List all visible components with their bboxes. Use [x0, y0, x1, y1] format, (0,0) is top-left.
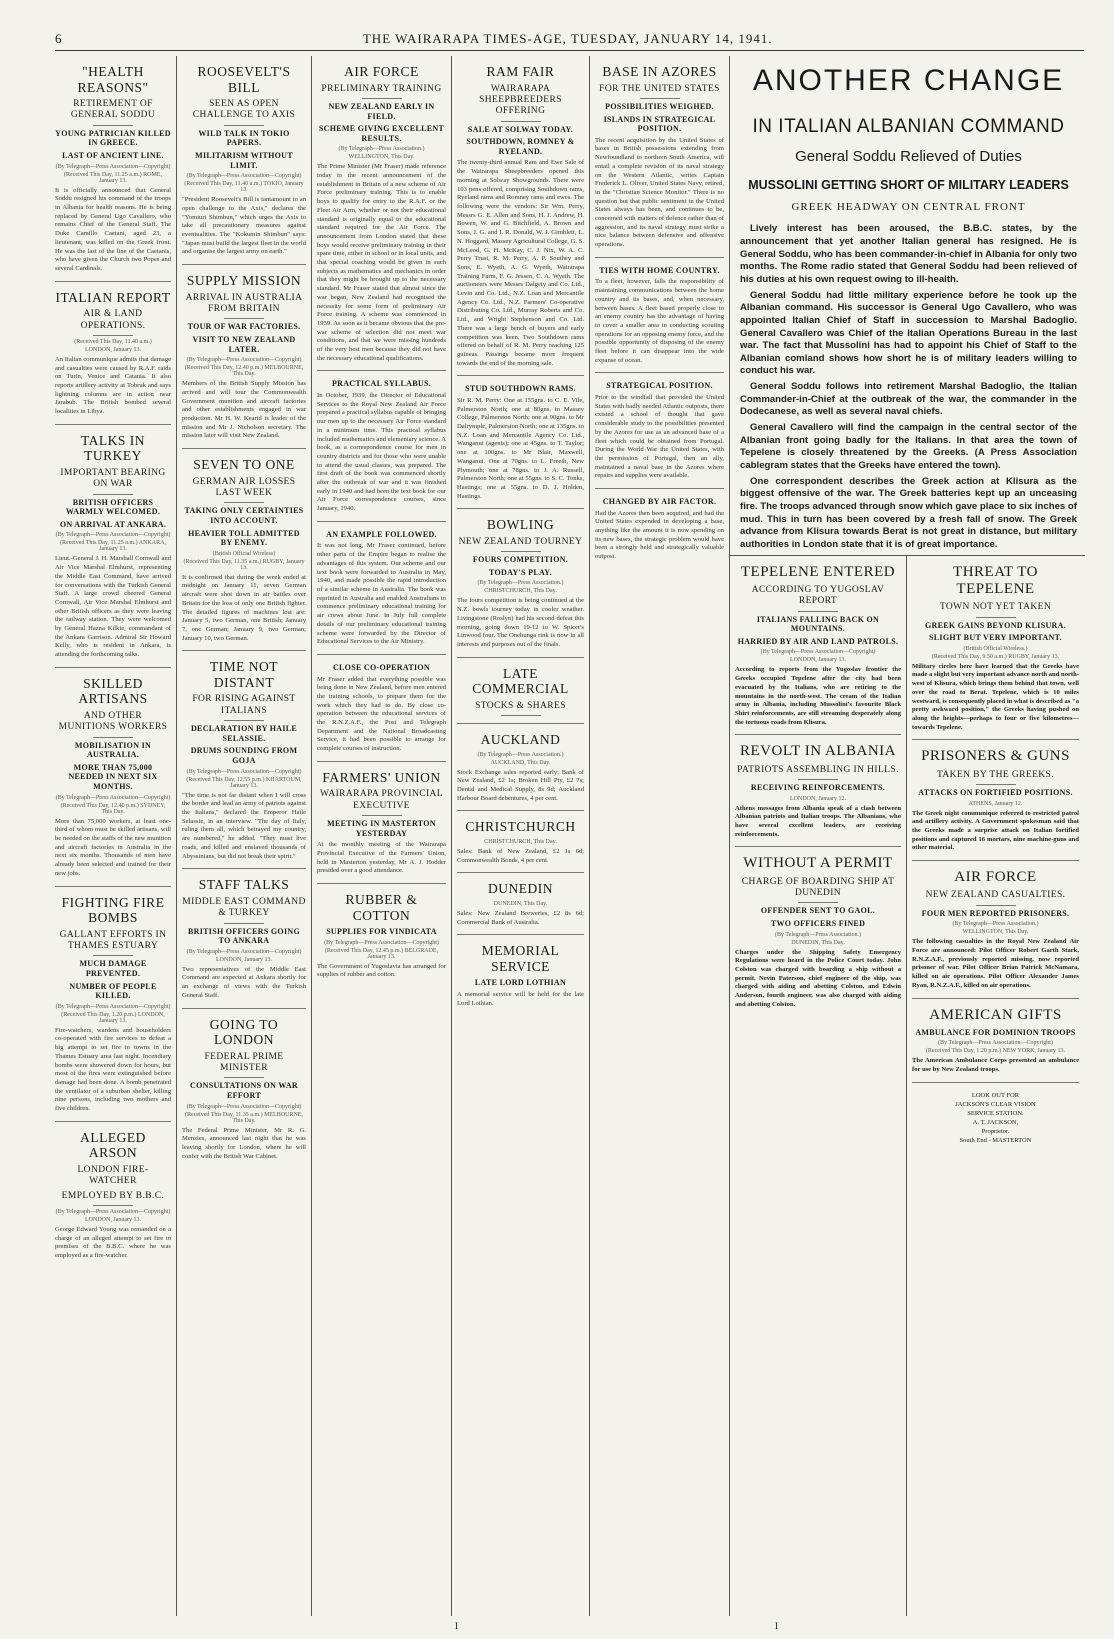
article-subdeck: SALE AT SOLWAY TODAY. — [467, 124, 574, 134]
article-dateline: DUNEDIN, This Day. — [791, 939, 845, 946]
article-body: In October, 1939, the Director of Educational Services to the Royal New Zealand Air Force prepared a practical syllabus capable of bringing our men up to the necessary Air Force standard in a minimum time. This practical syllabus included mathematics and elementary science. A book, as a correspondence course for men in country districts and for those who were unable to attend the usual classes, was prepared. The first draft of the book was commenced shortly after the outbreak of war and it was finished early in 1940 and had been the text book for our Air Force correspondence courses, since January, 1940. — [317, 392, 446, 513]
lead-paragraph: General Soddu follows into retirement Marshal Badoglio, the Italian Commander-in-Chief at the outbreak of the war, the commander in the Dodecanese, as well as several naval chiefs. — [740, 381, 1077, 418]
article-headline: PRISONERS & GUNS — [921, 748, 1070, 765]
article-dateline: LONDON, January 13. — [85, 346, 141, 353]
article-subdeck: STUD SOUTHDOWN RAMS. — [465, 384, 576, 394]
advert-line: A. T. JACKSON, — [972, 1119, 1019, 1127]
article-dateline: (Received This Day, 11.35 a.m.) RUGBY, January 13. — [183, 558, 305, 571]
advert-line: LOOK OUT FOR — [971, 1091, 1020, 1099]
article-credit: (By Telegraph—Press Association.) — [338, 146, 425, 153]
lead-deck-3: MUSSOLINI GETTING SHORT OF MILITARY LEADERS — [748, 178, 1069, 192]
article-subdeck: SLIGHT BUT VERY IMPORTANT. — [929, 633, 1062, 643]
divider — [224, 923, 264, 924]
divider — [501, 121, 541, 122]
article — [457, 732, 584, 811]
article-headline: SEVEN TO ONE — [193, 457, 295, 473]
article-body: According to reports from the Yugoslav frontier the Greeks occupied Tepelene after the city had been evacuated by the Italians, who are retiring to the mountains in the north-west. The cream of the Italian army in Albania, including Mussolini's favourite Black Shirt reinforcements, are still streaming desperately along the tortuous roads from Klisura. — [735, 666, 901, 726]
article-credit: (By Telegraph—Press Association.) — [775, 931, 861, 938]
lead-paragraph: Lively interest has been aroused, the B.B.C. states, by the announcement that yet another Italian general has resigned. He is General Soddu, who has been commander-in-chief in Albania for only two months. The Rome radio stated that General Soddu had been relieved of his duties at his own request owing to ill-health. — [740, 223, 1077, 285]
article-subdeck: BRITISH OFFICERS WARMLY WELCOMED. — [65, 497, 161, 517]
article-credit: (Received This Day, 11.40 a.m.) — [74, 338, 152, 345]
article-headline: ALLEGED ARSON — [80, 1129, 146, 1161]
article — [457, 666, 584, 724]
article-dateline: LONDON, January 13. — [790, 657, 846, 664]
article-headline: WITHOUT A PERMIT — [743, 855, 893, 872]
article-subdeck: OFFENDER SENT TO GAOL. — [760, 906, 876, 916]
column-4 — [452, 56, 590, 1616]
article-deck: GERMAN AIR LOSSES LAST WEEK — [192, 476, 296, 499]
article-deck: ACCORDING TO YUGOSLAV REPORT — [751, 584, 885, 607]
article-headline: BOWLING — [486, 517, 555, 533]
article — [457, 819, 584, 873]
divider — [224, 125, 264, 126]
article-headline: BASE IN AZORES — [602, 64, 717, 79]
article-deck: TOWN NOT YET TAKEN — [939, 602, 1052, 613]
article-body: The twenty-third annual Ram and Ewe Sale of the Wairarapa Sheepbreeders opened this morning at Solway Showgrounds. There were 103 pens offered, comprising Southdown rams, Ryeland rams and Romney rams and ewes. The following were the vendors: Sir Wm. Perry, Messrs G. E. Allen and Sons, H. J. Andrew, H. Bowen, W. and G. Bitchfield, A. Brown and Sons, J. G. and I. R. Donald, W. J. Gimblett, L. N. Hoggard, Massey Agricultural College, G. S. McLeod, G. H. McKay, C. J. Nix, W. A. C. Perry Trust, R. M. Perry, A. P. Southey and Sons, E. Wyeth, A. G. Wyeth, Wairarapa Training Farm, F. G. Jessen, C. A. Wyeth. The auctioneers were Messrs Dalgety and Co. Ltd., Levin and Co. Ltd., N.Z. Loan and Mercantile Agency Co. Ltd., N.Z. Farmers' Co-operative Distributing Co. Ltd., Murray Roberts and Co. Ltd., and Wright Stephenson and Co. Ltd. There was a large bench of buyers and early competition was keen. Two Southdown rams offered on behalf of R. M. Perry reaching 125 guineas. Passings became more frequent towards the end of the morning sale. — [457, 159, 584, 367]
article-headline: RAM FAIR — [486, 64, 555, 79]
lead-headline: ANOTHER CHANGE — [752, 64, 1065, 97]
article-subdeck: TWO OFFICERS FINED — [770, 919, 866, 929]
article-dateline: CHRISTCHURCH, This Day. — [484, 838, 557, 845]
article-dateline: CHRISTCHURCH, This Day. — [484, 588, 557, 595]
divider — [224, 318, 264, 319]
article-subdeck: MEETING IN MASTERTON YESTERDAY — [327, 819, 436, 838]
article-dateline: AUCKLAND, This Day. — [490, 759, 551, 766]
article-deck: PRELIMINARY TRAINING — [321, 83, 442, 94]
article-subdeck: LAST OF ANCIENT LINE. — [62, 151, 164, 160]
article-subdeck: AN EXAMPLE FOLLOWED. — [326, 529, 437, 539]
article-subdeck: PRACTICAL SYLLABUS. — [331, 379, 432, 389]
article-dateline: (Received This Day, 12.55 p.m.) KHARTOUM, January 13. — [186, 776, 302, 789]
article-credit: (British Official Wireless.) — [963, 645, 1028, 652]
article-dateline: (Received This Day, 1.20 p.m.) NEW YORK, January 13. — [925, 1048, 1066, 1055]
article-subdeck: DRUMS SOUNDING FROM GOJA — [190, 746, 298, 765]
article-deck: MIDDLE EAST COMMAND & TURKEY — [182, 896, 306, 919]
article-dateline: (Received This Day, 11.25 a.m.) ANKARA, January 13. — [60, 540, 166, 553]
article-subdeck: ATTACKS ON FORTIFIED POSITIONS. — [918, 788, 1073, 797]
article — [595, 64, 724, 258]
article — [735, 564, 901, 736]
page-mark: I — [775, 1621, 778, 1631]
article-dateline: (Received This Day, 11.35 a.m.) MELBOURNE, This Day. — [185, 1111, 303, 1124]
article — [55, 895, 171, 1122]
article-deck: STOCKS & SHARES — [475, 700, 566, 711]
column-3 — [312, 56, 452, 1616]
article-subdeck: MOBILISATION IN AUSTRALIA. — [74, 740, 152, 760]
article-credit: (By Telegraph—Press Association—Copyright) — [55, 163, 171, 170]
lead-paragraph: General Soddu had little military experience before he took up the Albanian command. His successor is General Ugo Cavallero, who was appointed Italian Chief of Staff in succession to Marshal Badoglio. General Cavallero was Chief of the Italian Operations Bureau in the last war. The fact that Mussolini has had to appoint his Chief of Staff to the Albanian comland shows how short he is of military leaders willing to conduct his war. — [740, 289, 1077, 377]
article-body: Had the Azores then been acquired, and had the United States expended in developing a base, anything like the amount it is now spending on its new bases, the strategic problem would have been a strongly held and strategically valuable outpost. — [595, 509, 724, 561]
article-headline: AMERICAN GIFTS — [929, 1006, 1062, 1023]
article — [317, 892, 446, 987]
article-subdeck: MORE THAN 75,000 NEEDED IN NEXT SIX MONTHS. — [68, 762, 158, 792]
article-body: To a fleet, however, falls the responsibility of maintaining communications between the home country and its bases, and, when necessary, between bases. A fleet based properly close to an enemy country has the advantage of having to cover a smaller area in conducting scouting operations for an opposing enemy force, and the possible opportunity of disposing of the enemy fleet before it can disappear into the wide expanse of ocean. — [595, 278, 724, 364]
article-body: Charges under the Shipping Safety Emergency Regulations were heard in the Police Court today. John Colston was charged with boarding a ship without a permit. Nevin Paterson, chief engineer of the ship, was charged with aiding and abetting Colston, and Edwin Anderson, fourth engineer, was also charged with aiding and abetting Colston. — [735, 948, 901, 1008]
article-subdeck: MUCH DAMAGE PREVENTED. — [79, 959, 147, 978]
article-body: The following casualties in the Royal New Zealand Air Force are announced: Pilot Officer Robert Garth Stark, R.N.Z.A.F., previously reported missing, now reported prisoner of war. Pilot Officer Brian Patrick McNamara, killed on air operations. Pilot Officer Alexander James Ryan, R.N.Z.A.F., killed on air operations. — [912, 938, 1079, 989]
article — [182, 1017, 306, 1169]
article — [317, 530, 446, 655]
article-dateline: LONDON, January 13. — [216, 956, 272, 963]
article-subdeck: BRITISH OFFICERS GOING TO ANKARA — [188, 926, 300, 946]
article-credit: (By Telegraph—Press Association—Copyright) — [55, 532, 171, 539]
article-headline: SKILLED ARTISANS — [78, 675, 148, 707]
article-deck: GALLANT EFFORTS IN THAMES ESTUARY — [59, 929, 167, 951]
article-body: Stock Exchange sales reported early: Bank of New Zealand, £2 1s; Broken Hill Pty, £2 7s; Dental and Medical Supply, 8s 9d; Auckland Harbour Board debentures, 4 per cent. — [457, 768, 584, 802]
article-headline: AUCKLAND — [480, 732, 561, 748]
article-headline: FARMERS' UNION — [322, 769, 441, 785]
advert-line: South End - MASTERTON — [959, 1137, 1032, 1145]
article — [55, 676, 171, 887]
article-dateline: WELLINGTON, This Day. — [348, 154, 415, 161]
article-body: The Government of Yugoslavia has arranged for supplies of rubber and cotton. — [317, 962, 446, 979]
article — [912, 564, 1079, 741]
article-dateline: DUNEDIN, This Day. — [493, 900, 548, 907]
advert-line: JACKSON'S CLEAR VISION — [955, 1100, 1036, 1108]
masthead — [55, 28, 1084, 51]
article — [182, 877, 306, 1008]
article-body: Sir R. M. Perry: One at 155gns. to C. E. Vile, Palmerston North; one at 80gns. to Massey College, Palmerston North; one at 90gns. to Mr Dalrymple, Palmerston North; one at 135gns. to N.Z. Loan and Mercantile Agency Co. Ltd., Wanganui (agents); one at 45gns. to T. Taylor; one at 100gns. to Mr Blair, Maxwell, Wanganui. One at 70gns. to L. Freeth, New Plymouth; one at 78gns. to J. A. Russell, Palmerston North; one at 55gns. to S. C. Tonks, Hastings; one at 55gns. to D. J. Holden, Hastings. — [457, 396, 584, 500]
divider — [798, 779, 838, 780]
article-subdeck: TIES WITH HOME COUNTRY. — [599, 265, 720, 275]
article-credit: (By Telegraph—Press Association—Copyright) — [938, 1040, 1053, 1047]
divider — [362, 815, 402, 816]
lead-deck-1: IN ITALIAN ALBANIAN COMMAND — [752, 116, 1065, 137]
article-deck: CHARGE OF BOARDING SHIP AT DUNEDIN — [741, 876, 895, 899]
article-deck: TAKEN BY THE GREEKS. — [936, 769, 1054, 780]
article-dateline: ATHENS, January 12. — [968, 800, 1023, 807]
article-body: Sales: New Zealand Breweries, £2 8s 6d; Commercial Bank of Australia. — [457, 909, 584, 926]
column-2 — [177, 56, 312, 1616]
article — [317, 379, 446, 521]
article-credit: (By Telegraph—Press Association—Copyright) — [760, 649, 876, 656]
article-subdeck: DECLARATION BY HAILE SELASSIE. — [190, 724, 297, 743]
article-dateline: (Received This Day, 9.50 a.m.) RUGBY, January 13. — [931, 653, 1060, 660]
article-body: Sales: Bank of New Zealand, £2 1s 6d; Commonwealth Bonds, 4 per cent. — [457, 847, 584, 864]
article-credit: (By Telegraph—Press Association—Copyright) — [55, 1003, 171, 1010]
article — [182, 273, 306, 449]
article-headline: FIGHTING FIRE BOMBS — [61, 894, 165, 926]
article-subdeck: POSSIBILITIES WEIGHED. — [605, 101, 714, 111]
article-dateline: (Received This Day, 11.25 a.m.) ROME, January 13. — [64, 171, 162, 184]
article — [912, 748, 1079, 861]
article — [457, 943, 584, 1015]
divider — [224, 502, 264, 503]
article-subdeck: STRATEGICAL POSITION. — [606, 381, 713, 391]
article-credit: (By Telegraph—Press Association—Copyright) — [186, 1103, 302, 1110]
article-deck: SEEN AS OPEN CHALLENGE TO AXIS — [192, 99, 296, 121]
article — [912, 1007, 1079, 1083]
article-headline: DUNEDIN — [488, 881, 553, 897]
article-credit: (By Telegraph—Press Association—Copyright) — [55, 794, 171, 801]
divider — [976, 617, 1016, 618]
article-deck: AND OTHER MUNITIONS WORKERS — [58, 710, 168, 733]
article-body: Fire-watchers, wardens and householders co-operated with fire services to defeat a big attempt to set fire to towns in the Thames Estuary area last night. Incendiary bombs were showered down for hours, but most of the fires were extinguished before damage had been done. A bomb penetrated the ventilator of a suburban shelter, killing nine persons, including two mothers and five children. — [55, 1026, 171, 1113]
article-credit: (By Telegraph—Press Association—Copyright) — [186, 768, 302, 775]
article-dateline: (Received This Day, 12.40 p.m.) MELBOURNE, This Day. — [184, 365, 304, 378]
article — [317, 64, 446, 371]
advert-line: Proprietor. — [981, 1128, 1010, 1136]
article-body: The Prime Minister (Mr Fraser) made reference today to the recent announcement of the establishment in Britain of a new scheme of Air Force preliminary training. This is to enable boys to qualify for entry to the R.A.F. or the Fleet Air Arm, whether or not their educational standard is originally equal to the educational standard required for the Air Force. The announcement from London stated that these boys would receive preliminary training in their spare time, either in school or in local units, and that special coaching would be given in such subjects as mathematics and mechanics in order that they might be brought up to the necessary standard. Mr Fraser stated that almost since the war began, New Zealand had recognised the necessity for some form of preliminary Air Force training. A scheme was commenced in 1939. As soon as it became obvious that the pre-war scheme of selection did not meet war conditions, and that we were missing hundreds of the very best men because they did not have the necessary educational qualifications. — [317, 163, 446, 362]
divider — [93, 335, 133, 336]
article-deck: FOR RISING AGAINST ITALIANS — [192, 694, 296, 716]
article-subdeck: NEW ZEALAND EARLY IN FIELD. — [328, 101, 435, 121]
article-headline: TEPELENE ENTERED — [740, 563, 896, 580]
advertisement — [912, 1091, 1079, 1146]
article-dateline: (Received This Day, 1.20 p.m.) LONDON, January 13. — [61, 1011, 165, 1024]
divider — [501, 551, 541, 552]
article-body: More than 75,000 workers, at least one-third of whom must be skilled artisans, will be needed on the staffs of the new munition and aircraft factories in Australia in the next six months. Thousands of men have already been selected and trained for their new jobs. — [55, 817, 171, 877]
article-deck: PATRIOTS ASSEMBLING IN HILLS. — [737, 764, 899, 775]
article-deck: AIR & LAND OPERATIONS. — [80, 309, 146, 331]
article-headline: REVOLT IN ALBANIA — [739, 743, 896, 760]
article-credit: (By Telegraph—Press Association—Copyright) — [186, 357, 302, 364]
lead-story — [730, 56, 1085, 556]
article-deck: LONDON FIRE-WATCHER — [77, 1164, 149, 1187]
article-headline: AIR FORCE — [954, 869, 1037, 886]
article-subdeck: YOUNG PATRICIAN KILLED IN GREECE. — [55, 128, 171, 148]
article — [317, 663, 446, 762]
columns — [50, 56, 1085, 1616]
article-headline: STAFF TALKS — [198, 877, 290, 893]
masthead-title: THE WAIRARAPA TIMES-AGE, TUESDAY, JANUARY 14, 1941. — [362, 31, 773, 46]
article-subdeck: HARRIED BY AIR AND LAND PATROLS. — [737, 636, 899, 646]
article-body: It was not long, Mr Fraser continued, before other parts of the Empire began to realise the advantages of this system. Our scheme and our text book were forwarded to Australia in May, 1940, and made possible the rapid introduction of a similar scheme in Australia. The book was reprinted in Australia and enabled Australians to commence preliminary educational training for air crews about June. In July full complete details of our preliminary educational training scheme were forwarded by the Director of Educational Services to the Air Ministry. — [317, 542, 446, 646]
lead-deck-2: General Soddu Relieved of Duties — [795, 148, 1022, 165]
article-subdeck: NUMBER OF PEOPLE KILLED. — [69, 981, 157, 1001]
column-5 — [590, 56, 730, 1616]
article-deck: EMPLOYED BY B.B.C. — [61, 1190, 165, 1201]
article — [55, 64, 171, 282]
lead-paragraph: General Cavallero will find the campaign in the central sector of the Albanian front going badly for the Italians. In that area the town of Tepelene is closely threatened by the Greeks. (A Press Association cablegram states that the Greeks have entered the town). — [740, 422, 1077, 472]
article-credit: (By Telegraph—Press Association.) — [477, 580, 564, 587]
sub-column-right — [907, 556, 1084, 1616]
article-body: It is confirmed that during the week ended at midnight on January 11, seven German aircraft were shot down in air battles over Britain for the loss of only one British fighter. The detailed figures of machines lost are: January 5, two German, one British; January 7, one German; January 9, two German; January 10, two German. — [182, 573, 306, 642]
article-deck: FEDERAL PRIME MINISTER — [204, 1051, 284, 1073]
article-subdeck: TAKING ONLY CERTAINTIES INTO ACCOUNT. — [184, 506, 304, 525]
article-body: At the monthly meeting of the Wairarapa Provincial Executive of the Farmers' Union, held in Masterton yesterday, Mr A. J. Hodder presided over a good attendance. — [317, 841, 446, 875]
article-subdeck: FOUR MEN REPORTED PRISONERS. — [921, 908, 1070, 918]
article-body: Prior to the windfall that provided the United States with badly needed Atlantic outposts, there existed a school of thought that gave considerable study to the possibilities presented by the Azores for use as an advanced base of a fleet which could be obtained from Portugal. During the World War the United States, with the permission of Portugal, then an ally, maintained a naval base in the Azores where repairs and supplies were available. — [595, 394, 724, 480]
article-subdeck: SOUTHDOWN, ROMNEY & RYELAND. — [466, 137, 575, 156]
article-credit: (By Telegraph—Press Association—Copyright) — [324, 939, 439, 946]
article-subdeck: LATE LORD LOTHIAN — [474, 978, 567, 988]
article — [457, 384, 584, 509]
article-subdeck: HEAVIER TOLL ADMITTED BY ENEMY. — [188, 528, 300, 548]
page-number: 6 — [55, 31, 62, 46]
article-deck: WAIRARAPA SHEEPBREEDERS OFFERING — [479, 83, 562, 117]
article-body: It is officially announced that General Soddu resigned his command of the troops in Albania for health reasons. He is being replaced by General Ugo Cavallero, who remains Chief of the General Staff. The Duke Camillo Caetani, aged 23, a lieutenant, was killed on the Greek front. He was the last of the line of the Caetanis, who have given the Church two Popes and several Cardinals. — [55, 186, 171, 272]
article-body: Two representatives of the Middle East Command are expected at Ankara shortly for an exchange of views with the Turkish General Staff. — [182, 965, 306, 999]
article-body: "The time is not far distant when I will cross the border and lead an army of patriots against the Italians," declared the Emperor Haile Selassie, in an interview. "The day of Italy, ruling them all, which betrayed my country, are numbered," he added. "They must live roads, and killed and enslaved thousands of Abyssinians, but did not break their spirit." — [182, 791, 306, 860]
article-body: The Greek night communique referred to restricted patrol and artillery activity. A Government spokesman said that the Greeks made a surprise attack on Italian fortified positions and captured 16 mortars, nine machine-guns and other material. — [912, 809, 1079, 852]
article-body: The fours competition is being continued at the N.Z. bowls tourney today in cooler weather. Livingstone (Roslyn) had his second defeat this morning, going down 19-12 to W. Spicer's Linwood four. The Onehunga rink is now in all interests and purposes out of the finals. — [457, 597, 584, 648]
article-headline: MEMORIAL SERVICE — [481, 943, 560, 974]
article — [182, 457, 306, 651]
article-dateline: (Received This Day, 11.40 a.m.) TOKIO, January 13. — [184, 181, 304, 194]
article-body: "President Roosevelt's Bill is tantamount to an open challenge to the Axis," declares the "Yomiuri Shimbun," which urges the Axis to take all precautionary measures against eventualities. The "Kokumin Shimbun" says: "Japan must build the largest fleet in the world and organise the largest army on earth." — [182, 196, 306, 256]
article-subdeck: GREEK GAINS BEYOND KLISURA. — [924, 620, 1066, 630]
article-deck: WAIRARAPA PROVINCIAL EXECUTIVE — [320, 789, 443, 811]
article-subdeck: TOUR OF WAR FACTORIES. — [187, 322, 301, 332]
article-body: Mr Fraser added that everything possible was being done in New Zealand, before men entered the training schools, to prepare them for the work which they had to do. By close co-operation between the educational services of the R.N.Z.A.F., the Post and Telegraph Department and the National Broadcasting Service, it had been possible to arrange for complete courses of instruction. — [317, 675, 446, 753]
divider — [224, 1077, 264, 1078]
article-dateline: LONDON, January 12. — [790, 795, 846, 802]
article-credit: (By Telegraph—Press Association.) — [952, 921, 1039, 928]
article-deck: ARRIVAL IN AUSTRALIA FROM BRITAIN — [185, 292, 303, 315]
article-subdeck: ITALIANS FALLING BACK ON MOUNTAINS. — [756, 614, 880, 634]
divider — [976, 905, 1016, 906]
article-body: The recent acquisition by the United States of bases in British possessions extending from Newfoundland to northern South America, will entail a complete revision of its naval strategy on the Western Atlantic, writes Captain Frederick L. Oliver, United States Navy, retired, in the "Christian Science Monitor." There is no question but that public sentiment in the United States always has been, and continues to be, concerned with matters of defence rather than of aggression, and its naval strategy must strike a nice balance between defensive and offensive operations. — [595, 136, 724, 249]
article-deck: IMPORTANT BEARING ON WAR — [60, 467, 166, 490]
article — [182, 64, 306, 265]
divider — [93, 737, 133, 738]
article-body: Military circles here have learned that the Greeks have made a slight but very important advance north and north-west of Klisura, which brings them behind that town, well over the road to Berat. Tepelene, which is 10 miles westward, is consequently placed in what is described as "a pretty awkward position," the Greeks having pushed on along the heights—perhaps to four or five kilometres—towards Tepelene. — [912, 662, 1079, 731]
article-dateline: (Received This Day, 12.45 p.m.) BELGRADE, January 13. — [324, 947, 439, 960]
article-body: The American Ambulance Corps presented an ambulance for use by New Zealand troops. — [912, 1057, 1079, 1074]
lead-paragraph: One correspondent describes the Greek action at Klisura as the biggest offensive of the war. The Greek batteries kept up an unceasing fire. The troops advanced through snow which gave place to six inches of mud. This in turn has been covered by a fresh fall of snow. The Greek advance from Klisura towards Berat is not great in distance, but military authorities in London state that it is of great importance. — [740, 475, 1077, 550]
article-subdeck: TODAY'S PLAY. — [489, 567, 552, 577]
divider — [93, 125, 133, 126]
article — [457, 517, 584, 657]
lead-body — [740, 223, 1077, 551]
article-body: A memorial service will be held for the late Lord Lothian. — [457, 990, 584, 1007]
divider — [976, 784, 1016, 785]
article-subdeck: RECEIVING REINFORCEMENTS. — [750, 783, 886, 793]
article-subdeck: FOURS COMPETITION. — [472, 555, 569, 565]
divider — [93, 955, 133, 956]
article — [55, 290, 171, 425]
article — [735, 855, 901, 1016]
article-deck: RETIREMENT OF GENERAL SODDU — [70, 99, 156, 121]
article-deck: NEW ZEALAND CASUALTIES. — [925, 890, 1066, 901]
article-body: The Federal Prime Minister, Mr R. G. Menzies, announced last night that he was leaving shortly for London, where he will confer with the British War Cabinet. — [182, 1126, 306, 1160]
article-subdeck: SUPPLIES FOR VINDICATA — [326, 927, 437, 937]
article — [182, 659, 306, 869]
article-headline: LATE COMMERCIAL — [472, 665, 569, 697]
article-subdeck: ON ARRIVAL AT ANKARA. — [59, 519, 167, 529]
article-headline: TIME NOT DISTANT — [209, 659, 279, 690]
advert-line: SERVICE STATION. — [967, 1110, 1024, 1117]
article-headline: "HEALTH REASONS" — [77, 64, 149, 95]
article-subdeck: CLOSE CO-OPERATION — [332, 662, 431, 672]
article — [735, 743, 901, 847]
article-credit: (By Telegraph—Press Association—Copyright) — [186, 173, 302, 180]
article — [595, 497, 724, 569]
article-credit: (By Telegraph—Press Association—Copyright) — [186, 948, 302, 955]
article-subdeck: ISLANDS IN STRATEGICAL POSITION. — [603, 114, 716, 134]
divider — [798, 902, 838, 903]
divider — [798, 611, 838, 612]
article-headline: ROOSEVELT'S BILL — [197, 64, 291, 95]
article-subdeck: SCHEME GIVING EXCELLENT RESULTS. — [318, 124, 445, 143]
article — [912, 869, 1079, 998]
article-dateline: WELLINGTON, This Day. — [962, 929, 1029, 936]
page-mark: I — [455, 1621, 458, 1631]
divider — [224, 720, 264, 721]
lead-deck-4: GREEK HEADWAY ON CENTRAL FRONT — [791, 201, 1026, 214]
article-headline: THREAT TO TEPELENE — [953, 563, 1038, 597]
article-body: Athens messages from Albania speak of a clash between Albanian patriots and Italian troops. The Albanians, who have several excellent leaders, are receiving reinforcements. — [735, 804, 901, 838]
article-credit: (By Telegraph—Press Association—Copyright) — [55, 1209, 171, 1215]
article-subdeck: WILD TALK IN TOKIO PAPERS. — [198, 128, 290, 148]
divider — [640, 98, 680, 99]
article-body: George Edward Young was remanded on a charge of an alleged attempt to set fire to premises of the B.B.C. where he was employed as a fire-watcher. — [55, 1226, 171, 1260]
sub-column-left — [730, 556, 907, 1616]
article — [457, 64, 584, 376]
article-headline: TALKS IN TURKEY — [80, 432, 146, 464]
article-credit: (By Telegraph—Press Association.) — [477, 751, 564, 758]
article-dateline: (Received This Day, 12.40 p.m.) SYDNEY, This Day. — [60, 802, 166, 815]
divider — [93, 1205, 133, 1206]
article — [55, 433, 171, 668]
article-subdeck: CONSULTATIONS ON WAR EFFORT — [190, 1081, 298, 1100]
article-subdeck: VISIT TO NEW ZEALAND LATER. — [192, 335, 296, 354]
article-body: Lieut.-General J. H. Marshall Cornwall and Air Vice Marshal Elmhurst, representing the Middle East Command, have arrived for conversations with the Turkish General Staff. A large crowd cheered General Cornwall, Air Vice Marshal Elmhurst and other British officers as they were leaving the railway station. They were welcomed by General Hazna Kilkie, commandant of the Ankara Garrison. Admiral Sir Howard Kelly, who is resident in Ankara, is attending the forthcoming talks. — [55, 555, 171, 659]
divider — [362, 98, 402, 99]
article-headline: GOING TO LONDON — [209, 1016, 279, 1048]
article-headline: AIR FORCE — [344, 64, 419, 79]
article-headline: SUPPLY MISSION — [186, 273, 302, 289]
article-body: An Italian communique admits that damage and casualties were caused by R.A.F. raids on Turin, Venice and Catania. It also reports artillery activity at Tobruk and says lightning columns are in action near Jarabub. The British bombed several localities in Libya. — [55, 355, 171, 416]
divider — [93, 494, 133, 495]
article-deck: FOR THE UNITED STATES — [599, 83, 720, 94]
article-body: Members of the British Supply Mission has arrived and will tour the Commonwealth Government munition and aircraft factories and other establishments engaged in war production. Mr H. W. Kearid is leader of the mission and Mr J. Nicholson secretary. The mission later will visit New Zealand. — [182, 380, 306, 440]
article-dateline: LONDON, January 13. — [85, 1217, 141, 1223]
sub-columns — [730, 556, 1085, 1616]
article-headline: RUBBER & COTTON — [345, 892, 418, 923]
divider — [501, 715, 541, 716]
article — [317, 770, 446, 884]
article-subdeck: CHANGED BY AIR FACTOR. — [602, 497, 717, 507]
article — [457, 881, 584, 935]
column-wide — [730, 56, 1085, 1616]
article-subdeck: MILITARISM WITHOUT LIMIT. — [195, 151, 293, 170]
article-subdeck: AMBULANCE FOR DOMINION TROOPS — [915, 1027, 1076, 1037]
article — [55, 1130, 171, 1268]
article-headline: ITALIAN REPORT — [55, 289, 171, 305]
article — [595, 266, 724, 374]
article — [595, 381, 724, 489]
article-headline: CHRISTCHURCH — [465, 819, 576, 835]
article-deck: NEW ZEALAND TOURNEY — [458, 536, 583, 547]
column-1 — [50, 56, 177, 1616]
article-credit: (British Official Wireless) — [212, 550, 276, 557]
